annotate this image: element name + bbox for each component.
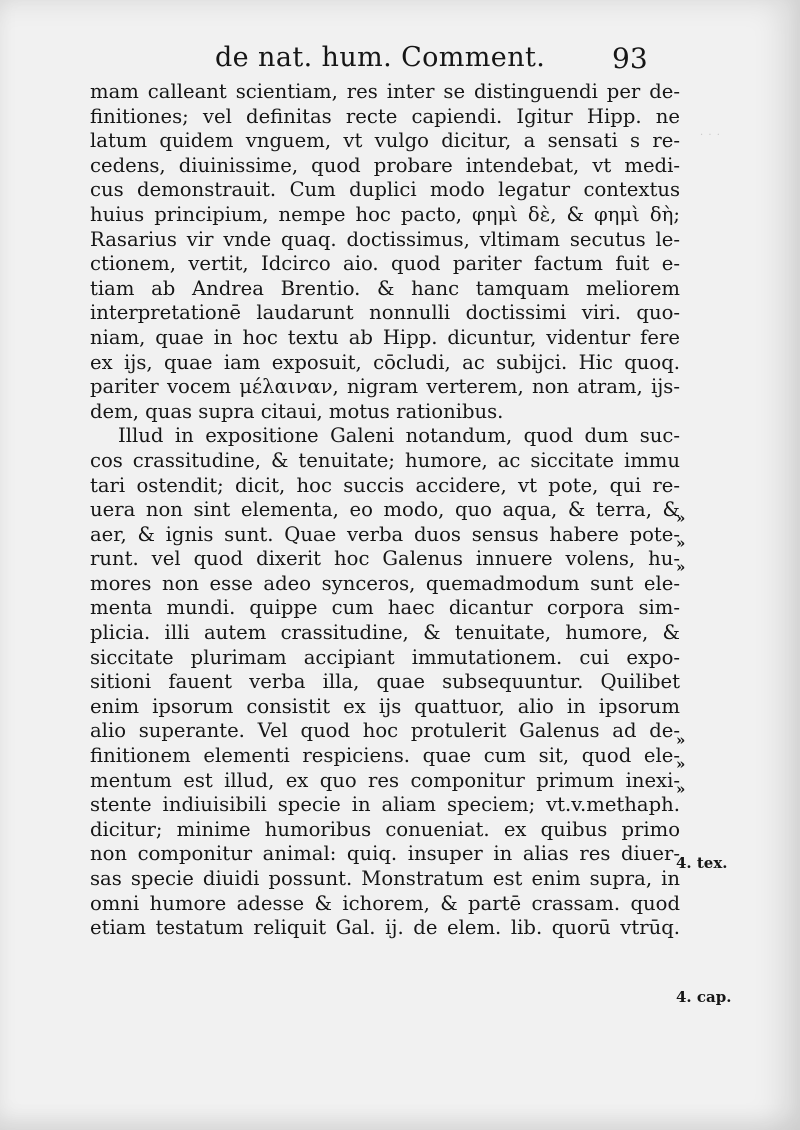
text-line: mores non esse adeo synceros, quemadmodum sunt ele-: [90, 571, 680, 595]
text-line: alio superante. Vel quod hoc protulerit Galenus ad de-: [90, 719, 680, 743]
text-line: finitiones; vel definitas recte capiendi. Igitur Hipp. ne: [90, 104, 680, 128]
text-line: huius principium, nempe hoc pacto, φημὶ δὲ, & φημὶ δὴ;: [90, 202, 680, 226]
text-line: plicia. illi autem crassitudine, & tenuitate, humore, &: [90, 621, 680, 645]
text-line: menta mundi. quippe cum haec dicantur corpora sim-: [90, 596, 680, 620]
text-line: stente indiuisibili specie in aliam speciem; vt.v.methaph.: [90, 793, 680, 817]
text-line: omni humore adesse & ichorem, & partē crassam. quod: [90, 891, 680, 915]
text-line: cus demonstrauit. Cum duplici modo legatur contextus: [90, 178, 680, 202]
text-line: runt. vel quod dixerit hoc Galenus innuere volens, hu-: [90, 547, 680, 571]
text-line: ctionem, vertit, Idcirco aio. quod pariter factum fuit e-: [90, 252, 680, 276]
margin-quote-mark: »: [676, 755, 686, 773]
margin-note-tex: 4. tex.: [676, 854, 728, 872]
show-through-text: · · ·: [700, 130, 721, 141]
text-line: niam, quae in hoc textu ab Hipp. dicuntur, videntur fere: [90, 325, 680, 349]
margin-quote-mark: »: [676, 534, 686, 552]
text-line: finitionem elementi respiciens. quae cum sit, quod ele-: [90, 744, 680, 768]
text-line: cedens, diuinissime, quod probare intendebat, vt medi-: [90, 153, 680, 177]
text-line: mam calleant scientiam, res inter se distinguendi per de-: [90, 80, 680, 103]
text-line: etiam testatum reliquit Gal. ij. de elem. lib. quorū vtrūq.: [90, 916, 680, 940]
margin-note-cap: 4. cap.: [676, 988, 732, 1006]
text-line: pariter vocem μέλαιναν, nigram verterem, non atram, ijs-: [90, 375, 680, 399]
text-line: dem, quas supra citaui, motus rationibus.: [90, 399, 504, 423]
text-line: ex ijs, quae iam exposuit, cōcludi, ac subijci. Hic quoq.: [90, 350, 680, 374]
margin-quote-mark: »: [676, 731, 686, 749]
text-line: latum quidem vnguem, vt vulgo dicitur, a sensati s re-: [90, 129, 680, 153]
text-block: [90, 80, 680, 941]
text-line: sas specie diuidi possunt. Monstratum est enim supra, in: [90, 867, 680, 890]
text-line: tari ostendit; dicit, hoc succis accidere, vt pote, qui re-: [90, 473, 680, 497]
text-line: uera non sint elementa, eo modo, quo aqua, & terra, &: [90, 498, 680, 522]
text-line: mentum est illud, ex quo res componitur primum inexi-: [90, 768, 680, 792]
paragraph-first-line: Illud in expositione Galeni notandum, quod dum suc-: [118, 424, 680, 448]
text-line: non componitur animal: quiq. insuper in alias res diuer-: [90, 842, 680, 866]
margin-quote-mark: »: [676, 780, 686, 798]
text-line: cos crassitudine, & tenuitate; humore, ac siccitate immu: [90, 448, 680, 472]
text-line: enim ipsorum consistit ex ijs quattuor, alio in ipsorum: [90, 694, 680, 718]
text-line: siccitate plurimam accipiant immutationem. cui expo-: [90, 645, 680, 669]
text-line: interpretationē laudarunt nonnulli doctissimi viri. quo-: [90, 301, 680, 325]
text-line: aer, & ignis sunt. Quae verba duos sensus habere pote-: [90, 522, 680, 546]
page-number: 93: [612, 42, 648, 75]
running-head: de nat. hum. Comment.: [215, 42, 546, 73]
text-line: tiam ab Andrea Brentio. & hanc tamquam meliorem: [90, 276, 680, 300]
margin-quote-mark: »: [676, 558, 686, 576]
text-line: Rasarius vir vnde quaq. doctissimus, vltimam secutus le-: [90, 227, 680, 251]
text-line: dicitur; minime humoribus conueniat. ex quibus primo: [90, 817, 680, 841]
margin-quote-mark: »: [676, 509, 686, 527]
text-line: sitioni fauent verba illa, quae subsequuntur. Quilibet: [90, 670, 680, 694]
